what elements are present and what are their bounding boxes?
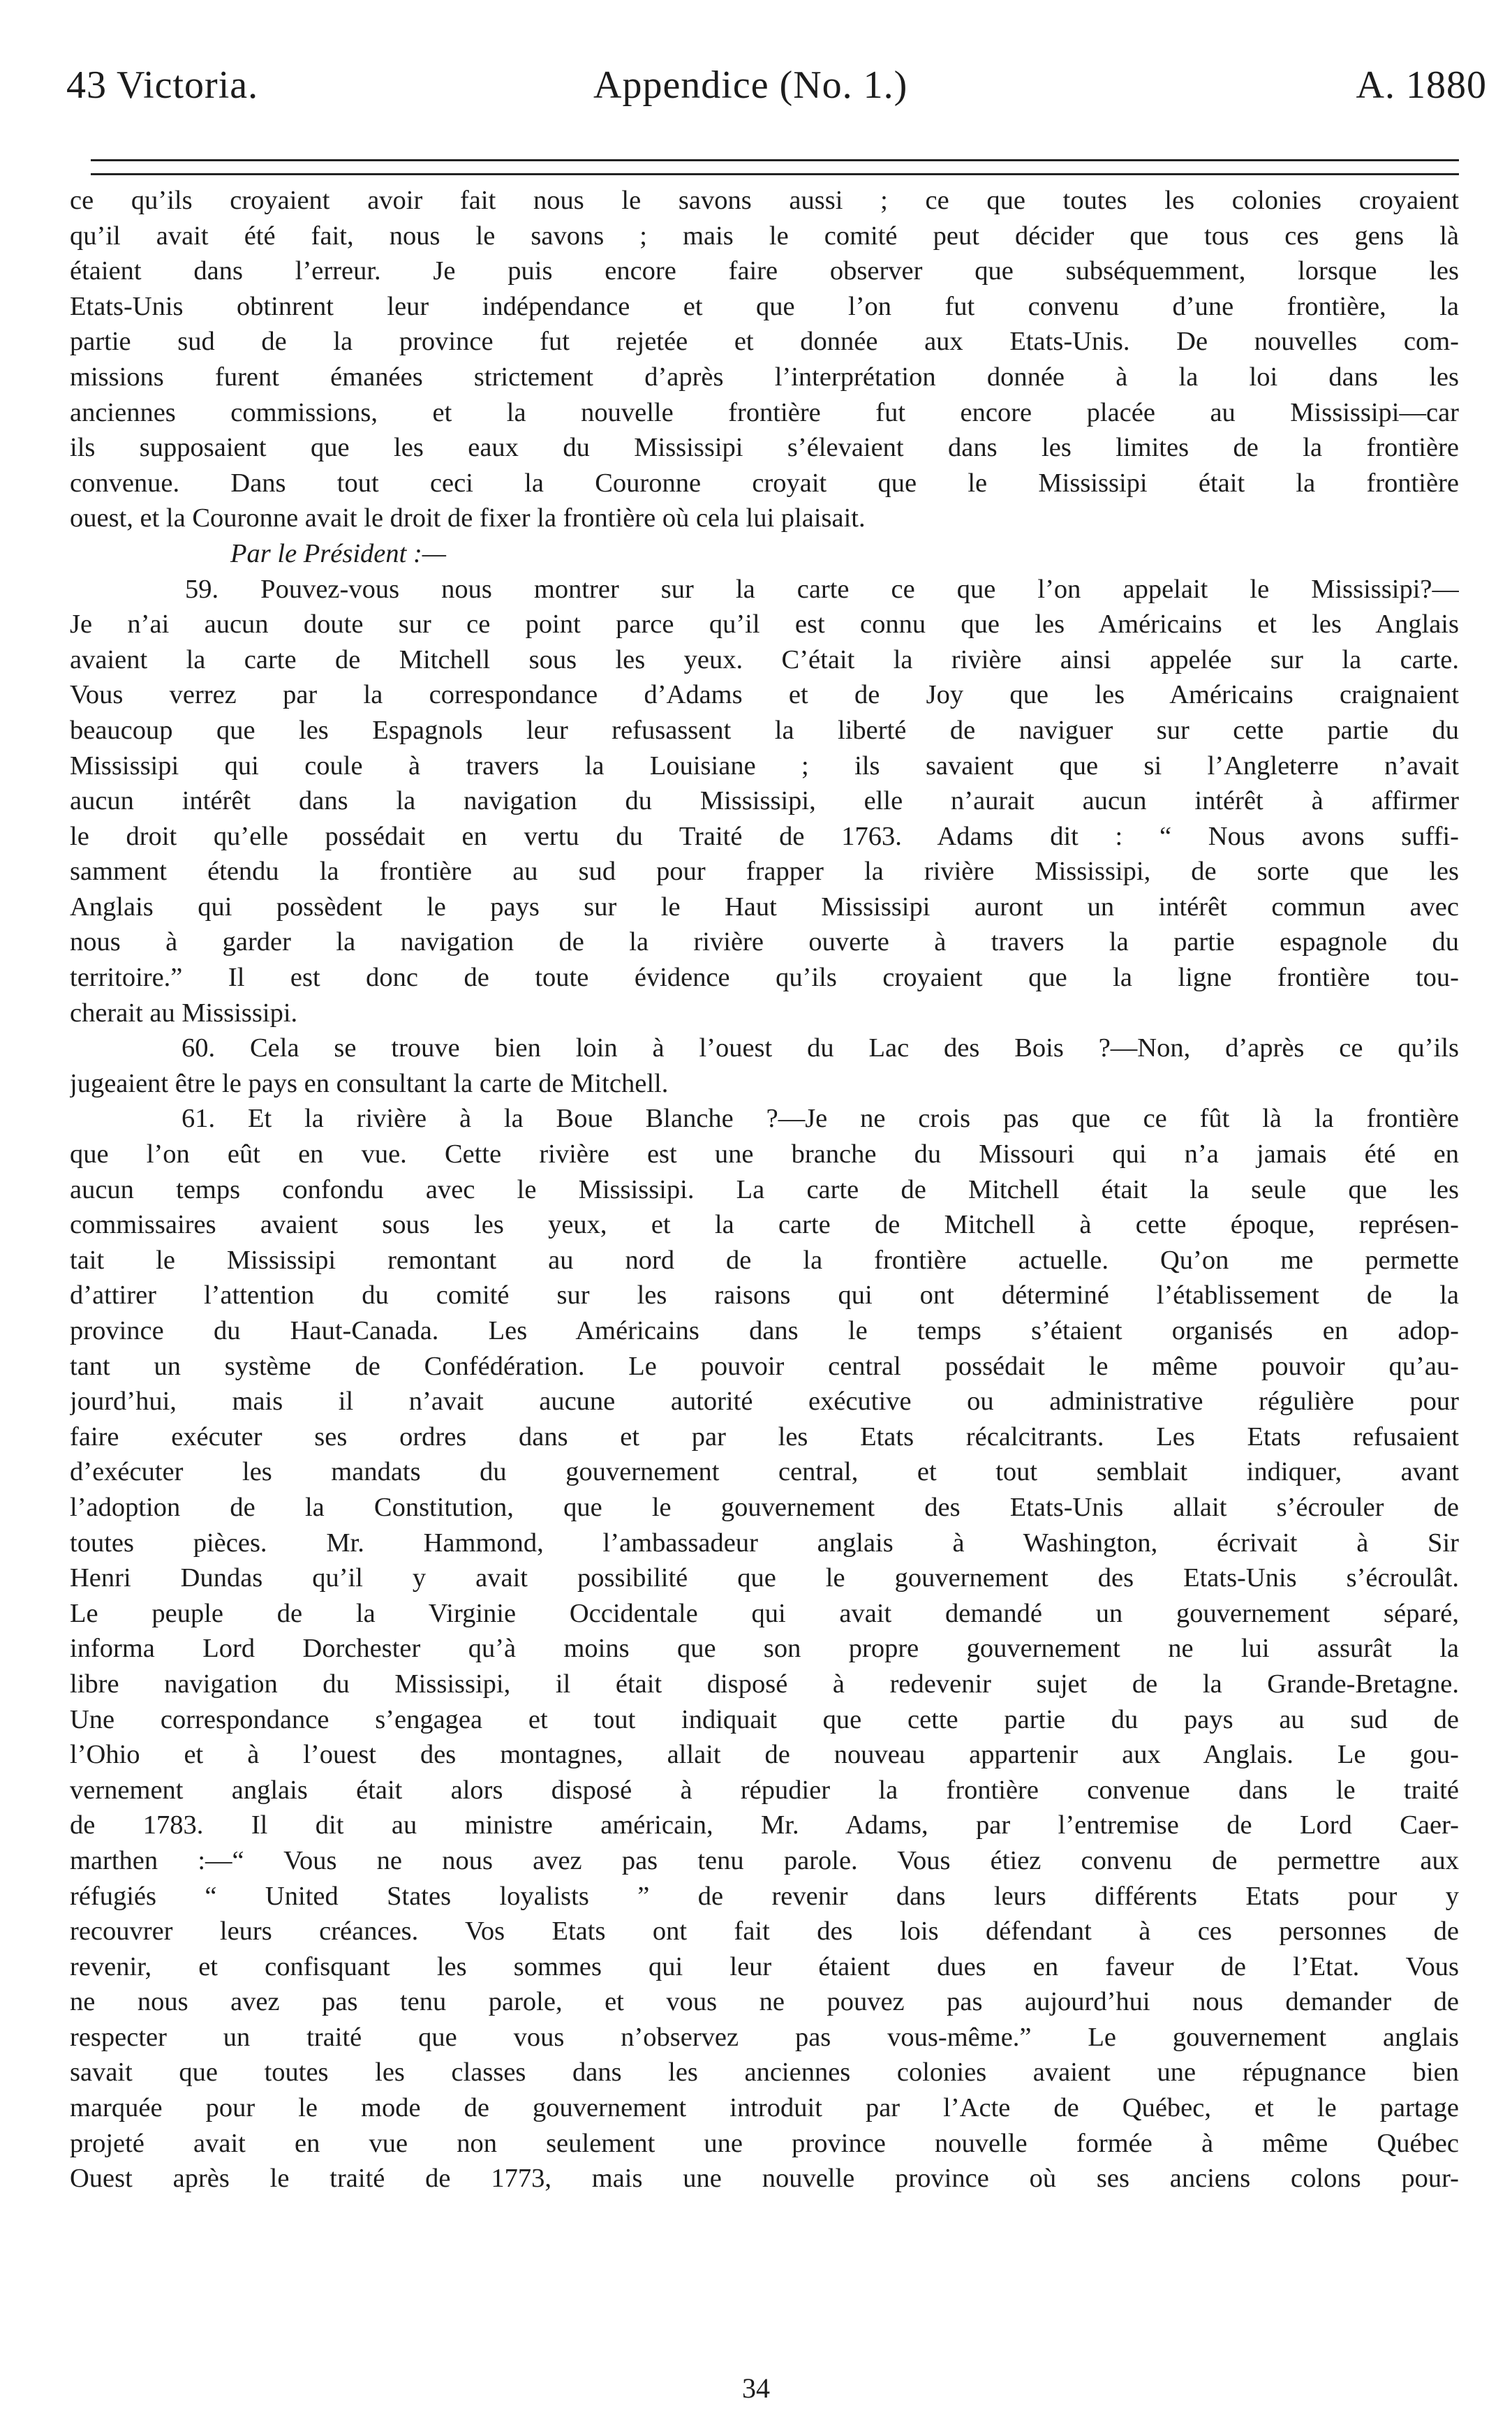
text-line: savait que toutes les classes dans les anciennes colonies avaient une répugnance bien xyxy=(70,2058,1459,2088)
text-line: informa Lord Dorchester qu’à moins que son propre gouvernement ne lui assurât la xyxy=(70,1634,1459,1664)
text-line: convenue. Dans tout ceci la Couronne croyait que le Mississipi était la frontière xyxy=(70,468,1459,498)
body-text xyxy=(70,183,1459,2196)
text-line: aucun temps confondu avec le Mississipi. La carte de Mitchell était la seule que les xyxy=(70,1174,1459,1204)
text-line: cherait au Mississipi. xyxy=(70,998,298,1028)
text-line: territoire.” Il est donc de toute évidence qu’ils croyaient que la ligne frontière tou- xyxy=(70,963,1459,993)
text-line: revenir, et confisquant les sommes qui leur étaient dues en faveur de l’Etat. Vous xyxy=(70,1951,1459,1981)
text-line: recouvrer leurs créances. Vos Etats ont fait des lois défendant à ces personnes de xyxy=(70,1917,1459,1947)
text-line: de 1783. Il dit au ministre américain, Mr. Adams, par l’entremise de Lord Caer- xyxy=(70,1810,1459,1840)
text-line: Vous verrez par la correspondance d’Adams et de Joy que les Américains craignaient xyxy=(70,680,1459,710)
speaker-label: Par le Président :— xyxy=(230,538,447,568)
text-line: que l’on eût en vue. Cette rivière est une branche du Missouri qui n’a jamais été en xyxy=(70,1139,1459,1169)
text-line: jugeaient être le pays en consultant la carte de Mitchell. xyxy=(70,1068,669,1098)
text-line: projeté avait en vue non seulement une province nouvelle formée à même Québec xyxy=(70,2128,1459,2158)
text-line: Etats-Unis obtinrent leur indépendance et que l’on fut convenu d’une frontière, la xyxy=(70,291,1459,321)
text-line: l’adoption de la Constitution, que le gouvernement des Etats-Unis allait s’écrouler de xyxy=(70,1492,1459,1522)
text-line: Henri Dundas qu’il y avait possibilité que le gouvernement des Etats-Unis s’écroulât. xyxy=(70,1563,1459,1593)
text-line: marquée pour le mode de gouvernement introduit par l’Acte de Québec, et le partage xyxy=(70,2093,1459,2123)
text-line: Anglais qui possèdent le pays sur le Haut Mississipi auront un intérêt commun avec xyxy=(70,892,1459,922)
text-line: aucun intérêt dans la navigation du Mississipi, elle n’aurait aucun intérêt à affirmer xyxy=(70,786,1459,816)
header-appendix: Appendice (No. 1.) xyxy=(593,64,908,107)
text-line: d’exécuter les mandats du gouvernement central, et tout semblait indiquer, avant xyxy=(70,1457,1459,1487)
question-61: 61. Et la rivière à la Boue Blanche ?—Je ne crois pas que ce fût là la frontière xyxy=(181,1104,1459,1134)
text-line: le droit qu’elle possédait en vertu du Traité de 1763. Adams dit : “ Nous avons suffi- xyxy=(70,821,1459,851)
text-line: commissaires avaient sous les yeux, et la carte de Mitchell à cette époque, représen- xyxy=(70,1210,1459,1240)
text-line: tait le Mississipi remontant au nord de la frontière actuelle. Qu’on me permette xyxy=(70,1245,1459,1275)
text-line: ne nous avez pas tenu parole, et vous ne pouvez pas aujourd’hui nous demander de xyxy=(70,1987,1459,2017)
text-line: samment étendu la frontière au sud pour frapper la rivière Mississipi, de sorte que les xyxy=(70,857,1459,887)
question-60: 60. Cela se trouve bien loin à l’ouest du Lac des Bois ?—Non, d’après ce qu’ils xyxy=(181,1033,1459,1063)
text-line: Une correspondance s’engagea et tout indiquait que cette partie du pays au sud de xyxy=(70,1704,1459,1734)
question-59: 59. Pouvez-vous nous montrer sur la carte ce que l’on appelait le Mississipi?— xyxy=(185,574,1459,604)
text-line: missions furent émanées strictement d’après l’interprétation donnée à la loi dans les xyxy=(70,362,1459,392)
text-line: partie sud de la province fut rejetée et donnée aux Etats-Unis. De nouvelles com- xyxy=(70,327,1459,357)
text-line: d’attirer l’attention du comité sur les raisons qui ont déterminé l’établissement de la xyxy=(70,1280,1459,1310)
text-line: respecter un traité que vous n’observez pas vous-même.” Le gouvernement anglais xyxy=(70,2022,1459,2052)
header-session: 43 Victoria. xyxy=(66,64,259,107)
text-line: étaient dans l’erreur. Je puis encore faire observer que subséquemment, lorsque les xyxy=(70,256,1459,286)
text-line: marthen :—“ Vous ne nous avez pas tenu parole. Vous étiez convenu de permettre aux xyxy=(70,1845,1459,1875)
text-line: qu’il avait été fait, nous le savons ; mais le comité peut décider que tous ces gens là xyxy=(70,221,1459,251)
text-line: Mississipi qui coule à travers la Louisiane ; ils savaient que si l’Angleterre n’avait xyxy=(70,751,1459,781)
page-number: 34 xyxy=(742,2372,770,2404)
text-line: Je n’ai aucun doute sur ce point parce qu’il est connu que les Américains et les Anglais xyxy=(70,610,1459,640)
text-line: beaucoup que les Espagnols leur refusassent la liberté de naviguer sur cette partie du xyxy=(70,715,1459,745)
header-rule-top xyxy=(91,159,1459,161)
text-line: l’Ohio et à l’ouest des montagnes, allait de nouveau appartenir aux Anglais. Le gou- xyxy=(70,1740,1459,1770)
text-line: jourd’hui, mais il n’avait aucune autorité exécutive ou administrative régulière pour xyxy=(70,1387,1459,1417)
text-line: réfugiés “ United States loyalists ” de revenir dans leurs différents Etats pour y xyxy=(70,1881,1459,1911)
text-line: ouest, et la Couronne avait le droit de fixer la frontière où cela lui plaisait. xyxy=(70,503,866,533)
text-line: nous à garder la navigation de la rivière ouverte à travers la partie espagnole du xyxy=(70,927,1459,957)
text-line: ce qu’ils croyaient avoir fait nous le savons aussi ; ce que toutes les colonies croyaient xyxy=(70,186,1459,215)
text-line: province du Haut-Canada. Les Américains dans le temps s’étaient organisés en adop- xyxy=(70,1316,1459,1345)
text-line: Ouest après le traité de 1773, mais une nouvelle province où ses anciens colons pour- xyxy=(70,2164,1459,2194)
text-line: libre navigation du Mississipi, il était disposé à redevenir sujet de la Grande-Bretagne. xyxy=(70,1669,1459,1699)
text-line: ils supposaient que les eaux du Mississipi s’élevaient dans les limites de la frontière xyxy=(70,433,1459,463)
running-header xyxy=(66,63,1487,126)
header-year: A. 1880 xyxy=(1356,64,1487,107)
text-line: tant un système de Confédération. Le pouvoir central possédait le même pouvoir qu’au- xyxy=(70,1351,1459,1381)
text-line: faire exécuter ses ordres dans et par les Etats récalcitrants. Les Etats refusaient xyxy=(70,1422,1459,1452)
text-line: vernement anglais était alors disposé à répudier la frontière convenue dans le traité xyxy=(70,1775,1459,1805)
text-line: anciennes commissions, et la nouvelle frontière fut encore placée au Mississipi—car xyxy=(70,397,1459,427)
text-line: avaient la carte de Mitchell sous les yeux. C’était la rivière ainsi appelée sur la carte. xyxy=(70,644,1459,674)
text-line: Le peuple de la Virginie Occidentale qui avait demandé un gouvernement séparé, xyxy=(70,1598,1459,1628)
text-line: toutes pièces. Mr. Hammond, l’ambassadeur anglais à Washington, écrivait à Sir xyxy=(70,1528,1459,1558)
header-rule-bottom xyxy=(91,173,1459,175)
